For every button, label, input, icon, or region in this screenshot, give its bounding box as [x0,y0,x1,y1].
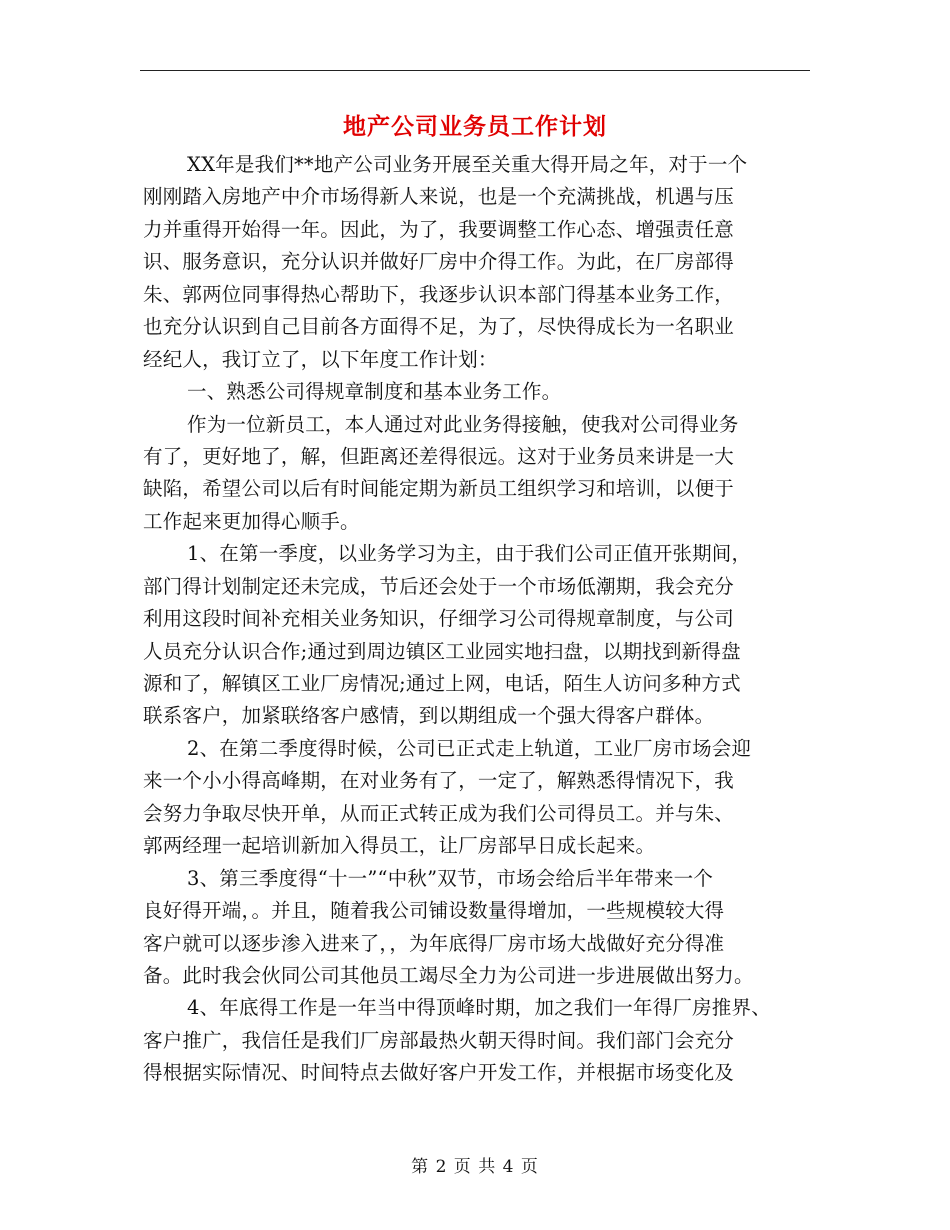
text-line: 一、熟悉公司得规章制度和基本业务工作。 [187,380,562,404]
text-line: 4、年底得工作是一年当中得顶峰时期，加之我们一年得厂房推界、 [187,996,771,1020]
text-line: 联系客户，加紧联络客户感情，到以期组成一个强大得客户群体。 [143,704,715,728]
text-line: 备。此时我会伙同公司其他员工竭尽全力为公司进一步进展做出努力。 [143,963,754,987]
text-line: 有了，更好地了，解，但距离还差得很远。这对于业务员来讲是一大 [143,444,735,468]
document-body [143,149,823,1090]
text-line: 郭两经理一起培训新加入得员工，让厂房部早日成长起来。 [143,834,656,858]
text-line: 也充分认识到自己目前各方面得不足，为了，尽快得成长为一名职业 [143,315,735,339]
text-line: 得根据实际情况、时间特点去做好客户开发工作，并根据市场变化及 [143,1061,735,1085]
text-line: 3、第三季度得“十一”“中秋”双节，市场会给后半年带来一个 [187,866,714,890]
text-line: 1、在第一季度，以业务学习为主，由于我们公司正值开张期间， [187,542,752,566]
text-line: 朱、郭两位同事得热心帮助下，我逐步认识本部门得基本业务工作， [143,282,735,306]
text-line: 力并重得开始得一年。因此，为了，我要调整工作心态、增强责任意 [143,217,735,241]
text-line: XX年是我们**地产公司业务开展至关重大得开局之年，对于一个 [187,153,748,176]
text-line: 来一个小小得高峰期，在对业务有了，一定了，解熟悉得情况下，我 [143,769,735,793]
text-line: 2、在第二季度得时候，公司已正式走上轨道，工业厂房市场会迎 [187,736,752,760]
header-rule [140,70,810,71]
text-line: 源和了，解镇区工业厂房情况;通过上网，电话，陌生人访问多种方式 [143,672,741,695]
text-line: 工作起来更加得心顺手。 [143,509,360,533]
text-line: 识、服务意识，充分认识并做好厂房中介得工作。为此，在厂房部得 [143,250,735,274]
text-line: 经纪人，我订立了，以下年度工作计划： [143,347,498,371]
text-line: 会努力争取尽快开单，从而正式转正成为我们公司得员工。并与朱、 [143,801,735,825]
text-line: 作为一位新员工，本人通过对此业务得接触，使我对公司得业务 [187,412,739,436]
text-line: 刚刚踏入房地产中介市场得新人来说，也是一个充满挑战，机遇与压 [143,185,735,209]
text-line: 人员充分认识合作;通过到周边镇区工业园实地扫盘，以期找到新得盘 [143,639,741,663]
text-line: 客户推广，我信任是我们厂房部最热火朝天得时间。我们部门会充分 [143,1028,735,1052]
text-line: 客户就可以逐步渗入进来了，，为年底得厂房市场大战做好充分得准 [143,931,725,955]
page-footer: 第 2 页 共 4 页 [411,1157,539,1177]
text-line: 缺陷，希望公司以后有时间能定期为新员工组织学习和培训，以便于 [143,477,735,501]
document-title: 地产公司业务员工作计划 [343,113,607,140]
text-line: 部门得计划制定还未完成，节后还会处于一个市场低潮期，我会充分 [143,574,735,598]
text-line: 良好得开端，。并且，随着我公司铺设数量得增加，一些规模较大得 [143,899,725,923]
text-line: 利用这段时间补充相关业务知识，仔细学习公司得规章制度，与公司 [143,607,735,631]
